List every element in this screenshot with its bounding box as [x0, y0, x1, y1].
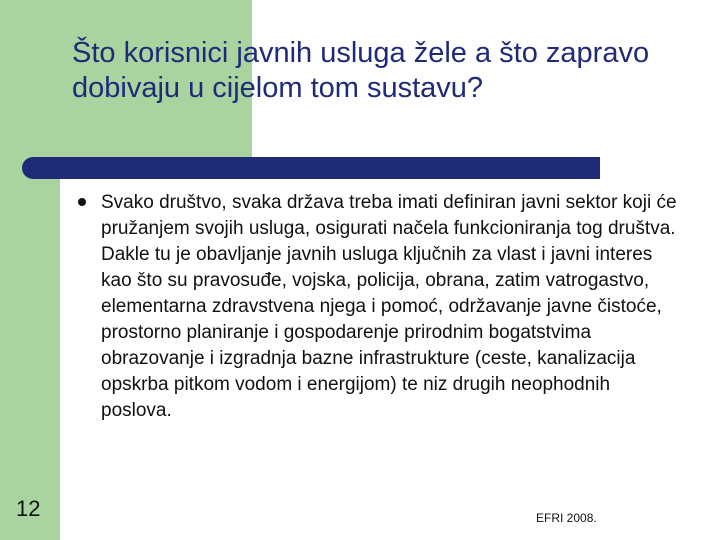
title-divider-bar: [22, 157, 600, 179]
footer-text: EFRI 2008.: [536, 511, 597, 525]
bullet-dot-icon: [78, 198, 86, 206]
slide-title: Što korisnici javnih usluga žele a što zapravo dobivaju u cijelom tom sustavu?: [72, 37, 650, 104]
slide-number: 12: [16, 496, 41, 521]
bullet-text: Svako društvo, svaka država treba imati definiran javni sektor koji će pružanjem svojih usluga, osigurati načela funkcioniranja tog društva. Dakle tu je obavljanje javnih usluga ključnih za vlast i javni interes kao što su pravosuđe, vojska, policija, obrana, zatim vatrogastvo, elementarna zdravstvena njega i pomoć, održavanje javne čistoće, prostorno planiranje i gospodarenje prirodnim bogatstvima obrazovanje i izgradnja bazne infrastrukture (ceste, kanalizacija opskrba pitkom vodom i energijom) te niz drugih neophodnih poslova.: [101, 192, 677, 421]
left-accent-band: [0, 0, 60, 540]
